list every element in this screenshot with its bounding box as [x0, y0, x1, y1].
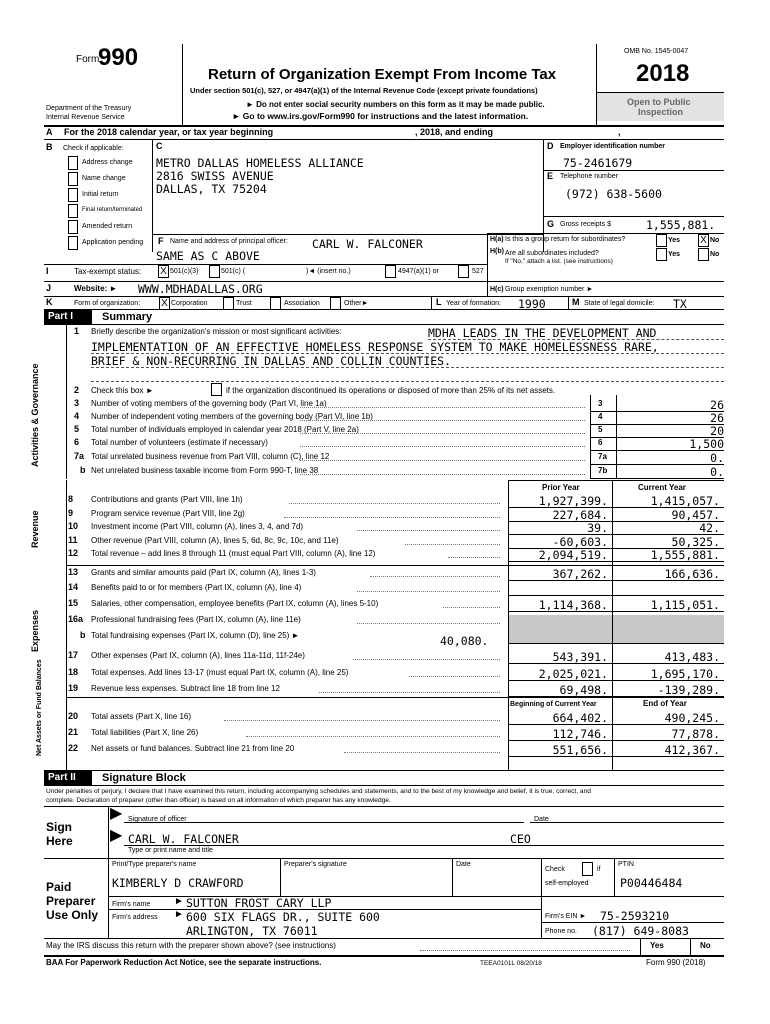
- prior-year-value: 1,114,368.: [538, 598, 608, 612]
- officer-signature-name: CARL W. FALCONER: [128, 832, 239, 846]
- current-year-value: 42.: [699, 521, 720, 536]
- officer-signature-title: CEO: [510, 832, 531, 846]
- open-shade: [597, 93, 724, 121]
- ha-no-checkbox[interactable]: X: [698, 234, 709, 247]
- gross-receipts-value: 1,555,881.: [646, 218, 716, 232]
- fin-rule: [508, 756, 724, 757]
- firm-name-arrow: ►: [174, 896, 184, 907]
- org-street: 2816 SWISS AVENUE: [156, 169, 274, 183]
- gov-line-value: 26: [710, 411, 724, 425]
- prior-year-value: 2,094,519.: [538, 548, 608, 563]
- line-j-letter: J: [46, 283, 52, 293]
- gov-line-value: 26: [710, 398, 724, 412]
- gov-line-box: 4: [598, 412, 603, 421]
- gov-dots: [300, 446, 585, 447]
- fin-rule: [508, 580, 724, 581]
- current-year-value: 166,636.: [664, 567, 720, 581]
- gov-line-value: 0.: [710, 451, 724, 465]
- fin-rule: [508, 611, 724, 612]
- gov-dots: [300, 433, 585, 434]
- perjury-text-2: complete. Declaration of preparer (other than officer) is based on all information of which preparer has any knowledge.: [46, 797, 391, 804]
- prior-year-value: 112,746.: [552, 727, 608, 741]
- fin-line-num: 10: [68, 521, 79, 532]
- gov-line-box: 5: [598, 425, 603, 434]
- fundraising-fees-shade: [508, 615, 724, 627]
- gov-line-text: Total number of volunteers (estimate if necessary): [91, 438, 268, 447]
- if-label: if: [597, 866, 601, 873]
- state-domicile-value: TX: [673, 297, 687, 311]
- self-employed-label: self-employed: [545, 880, 589, 887]
- fin-dots: [319, 692, 500, 693]
- line-l-letter: L: [436, 297, 442, 307]
- fin-line-text: Program service revenue (Part VIII, line 2g): [91, 508, 245, 518]
- here-label: Here: [46, 834, 73, 848]
- ha-label: H(a): [490, 236, 504, 243]
- dept-treasury: Department of the Treasury: [46, 105, 132, 112]
- hb-no-checkbox[interactable]: [698, 248, 709, 261]
- phone-value: (817) 649-8083: [592, 924, 689, 938]
- state-domicile-label: State of legal domicile:: [584, 300, 655, 307]
- fin-line-text: Total fundraising expenses (Part IX, column (D), line 25) ►: [91, 631, 300, 640]
- fin-line-text: Other revenue (Part VIII, column (A), lines 5, 6d, 8c, 9c, 10c, and 11e): [91, 535, 339, 545]
- signature-date-label: Date: [534, 816, 549, 823]
- ein-label: Employer identification number: [560, 143, 666, 150]
- prior-year-value: 551,656.: [552, 743, 608, 757]
- prior-year-value: 2,025,021.: [538, 667, 608, 681]
- section-f-letter: F: [158, 236, 164, 246]
- fin-line-num: 22: [68, 743, 79, 753]
- gov-line-num: 4: [74, 411, 80, 421]
- form-title: Return of Organization Exempt From Income Tax: [208, 66, 557, 83]
- address-change-label: Address change: [82, 159, 133, 166]
- goto-notice: ► Go to www.irs.gov/Form990 for instructions and the latest information.: [232, 111, 529, 121]
- fin-rule: [508, 663, 724, 664]
- current-year-value: 50,325.: [671, 534, 720, 549]
- hb-label: H(b): [490, 248, 504, 255]
- fin-dots: [443, 607, 500, 608]
- fin-dots: [344, 752, 500, 753]
- line-m-letter: M: [572, 297, 580, 307]
- fin-line-text: Total assets (Part X, line 16): [91, 712, 192, 721]
- line1-num: 1: [74, 326, 80, 336]
- 4947-checkbox[interactable]: [385, 265, 396, 278]
- year-formation-value: 1990: [518, 297, 546, 311]
- name-change-checkbox[interactable]: [68, 172, 78, 186]
- hb-note: If "No," attach a list. (see instructions): [505, 258, 613, 265]
- fin-line-text: Salaries, other compensation, employee benefits (Part IX, column (A), lines 5-10): [91, 599, 379, 608]
- discuss-yes[interactable]: Yes: [650, 941, 664, 950]
- discontinued-checkbox[interactable]: [211, 383, 222, 396]
- principal-officer-address: SAME AS C ABOVE: [156, 249, 260, 263]
- other-label: Other►: [344, 300, 369, 307]
- revenue-side: Revenue: [30, 510, 40, 548]
- section-e-letter: E: [547, 171, 554, 181]
- preparer-date-label: Date: [456, 861, 471, 868]
- gov-line-num: b: [80, 465, 86, 475]
- discuss-no[interactable]: No: [700, 941, 711, 950]
- prior-year-value: 664,402.: [552, 711, 608, 725]
- section-side-line: [66, 480, 67, 770]
- 501c-label: 501(c) (: [221, 268, 246, 275]
- principal-officer-name: CARL W. FALCONER: [312, 237, 423, 251]
- gov-line-box: 3: [598, 399, 603, 408]
- mission-line-1: MDHA LEADS IN THE DEVELOPMENT AND: [428, 326, 657, 340]
- section-c-letter: C: [156, 141, 163, 151]
- fundraising-total-value: 40,080.: [440, 634, 489, 648]
- final-return-checkbox[interactable]: [68, 204, 78, 218]
- trust-label: Trust: [236, 300, 252, 307]
- gov-line-text: Number of independent voting members of the governing body (Part VI, line 1b): [91, 412, 373, 421]
- fin-dots: [405, 544, 500, 545]
- discuss-text: May the IRS discuss this return with the preparer shown above? (see instructions): [46, 941, 336, 950]
- ptin-value: P00446484: [620, 876, 683, 890]
- fin-line-text: Net assets or fund balances. Subtract line 21 from line 20: [91, 744, 295, 753]
- current-year-value: 77,878.: [671, 727, 720, 741]
- prior-year-value: 543,391.: [552, 650, 608, 664]
- perjury-text-1: Under penalties of perjury, I declare that I have examined this return, including accompanying schedules and statements, and to the best of my knowledge and belief, it is true, correct, and: [46, 788, 591, 795]
- section-d-letter: D: [547, 141, 554, 151]
- year-formation-label: Year of formation:: [446, 300, 501, 307]
- fin-line-num: b: [80, 630, 86, 640]
- current-year-value: 1,115,051.: [650, 598, 720, 612]
- section-rule-exp: [66, 565, 724, 566]
- fin-rule: [508, 561, 724, 562]
- fin-dots: [284, 517, 500, 518]
- amended-return-checkbox[interactable]: [68, 220, 78, 234]
- use-only-label: Use Only: [46, 908, 99, 922]
- gov-line-box: 7b: [598, 466, 608, 475]
- gov-line-value: 1,500: [689, 437, 724, 451]
- fin-line-text: Grants and similar amounts paid (Part IX, column (A), lines 1-3): [91, 568, 316, 577]
- website-value[interactable]: WWW.MDHADALLAS.ORG: [138, 282, 263, 296]
- sign-label: Sign: [46, 820, 72, 834]
- line2-text-b: if the organization discontinued its operations or disposed of more than 25% of its net assets.: [226, 386, 556, 395]
- fin-line-num: 15: [68, 598, 79, 608]
- fundraising-shade: [508, 627, 724, 643]
- 4947-label: 4947(a)(1) or: [398, 268, 439, 275]
- ha-yes-checkbox[interactable]: [656, 234, 667, 247]
- fin-line-text: Total liabilities (Part X, line 26): [91, 728, 199, 737]
- firm-address-2: ARLINGTON, TX 76011: [186, 924, 318, 938]
- firm-ein-label: Firm's EIN ►: [545, 913, 587, 920]
- end-of-year-header: End of Year: [643, 699, 687, 708]
- telephone-label: Telephone number: [560, 173, 618, 180]
- form-footer-id: Form 990 (2018): [646, 958, 706, 967]
- gov-col-left: [590, 395, 591, 479]
- association-label: Association: [284, 300, 320, 307]
- col-divider-left: [508, 480, 509, 770]
- hc-text: Group exemption number ►: [505, 286, 594, 293]
- fin-dots: [246, 736, 501, 737]
- application-pending-checkbox[interactable]: [68, 236, 78, 250]
- paid-label: Paid: [46, 880, 72, 894]
- fin-line-num: 20: [68, 711, 79, 721]
- expenses-side: Expenses: [30, 609, 40, 652]
- prior-year-header: Prior Year: [542, 483, 580, 492]
- sign-arrow-1: ▶: [110, 805, 123, 822]
- gov-dots: [300, 407, 585, 408]
- fin-line-text: Contributions and grants (Part VIII, line 1h): [91, 495, 243, 504]
- fin-line-num: 17: [68, 650, 79, 660]
- gov-line-value: 20: [710, 424, 724, 438]
- ha-no-label: No: [710, 237, 720, 244]
- prior-year-value: 367,262.: [552, 567, 608, 581]
- fin-line-text: Revenue less expenses. Subtract line 18 from line 12: [91, 684, 280, 693]
- part2-title: Signature Block: [102, 772, 186, 784]
- hb-yes-checkbox[interactable]: [656, 248, 667, 261]
- gov-line-text: Number of voting members of the governing body (Part VI, line 1a): [91, 399, 327, 408]
- fin-line-num: 19: [68, 683, 79, 693]
- fin-line-num: 14: [68, 582, 79, 592]
- gov-line-num: 7a: [74, 451, 85, 461]
- line2-text-a: Check this box ►: [91, 386, 154, 395]
- current-year-value: 90,457.: [671, 507, 720, 522]
- omb-number: OMB No. 1545-0047: [624, 48, 689, 55]
- phone-label: Phone no.: [545, 928, 577, 935]
- preparer-label: Preparer: [46, 894, 96, 908]
- check-applicable-label: Check if applicable:: [63, 145, 124, 152]
- fin-line-num: 12: [68, 548, 79, 559]
- firm-address-arrow: ►: [174, 909, 184, 920]
- current-year-value: 1,695,170.: [650, 667, 720, 681]
- 501c-checkbox[interactable]: [209, 265, 220, 278]
- initial-return-label: Initial return: [82, 191, 119, 198]
- line2-num: 2: [74, 385, 80, 395]
- gov-line-text: Total number of individuals employed in calendar year 2018 (Part V, line 2a): [91, 425, 359, 434]
- preparer-name: KIMBERLY D CRAWFORD: [112, 876, 244, 890]
- line-a-mid: , 2018, and ending: [415, 127, 494, 137]
- form-label: Form: [76, 54, 100, 65]
- prior-year-value: 39.: [587, 521, 608, 536]
- fin-dots: [224, 720, 500, 721]
- gov-line-box: 6: [598, 438, 603, 447]
- line-a-letter: A: [46, 127, 53, 137]
- fin-dots: [289, 503, 501, 504]
- fin-line-text: Investment income (Part VIII, column (A), lines 3, 4, and 7d): [91, 522, 304, 532]
- application-pending-label: Application pending: [82, 239, 144, 246]
- ssn-notice: ► Do not enter social security numbers on this form as it may be made public.: [246, 100, 545, 109]
- current-year-value: 490,245.: [664, 711, 720, 725]
- current-year-value: 412,367.: [664, 743, 720, 757]
- gov-line-num: 6: [74, 437, 80, 447]
- line-a-label: For the 2018 calendar year, or tax year beginning: [64, 127, 274, 137]
- hb-text: Are all subordinates included?: [505, 250, 599, 257]
- corporation-label: Corporation: [171, 300, 208, 307]
- ha-text: Is this a group return for subordinates?: [505, 236, 626, 243]
- gov-line-num: 5: [74, 424, 80, 434]
- prior-year-value: -60,603.: [552, 534, 608, 549]
- section-rule-net: [66, 697, 724, 698]
- part1-label: Part I: [44, 310, 92, 324]
- gov-dots: [300, 474, 585, 475]
- current-year-value: -139,289.: [657, 683, 720, 697]
- firm-address-label: Firm's address: [112, 914, 158, 921]
- line-k-letter: K: [46, 297, 53, 307]
- form-number: 990: [98, 44, 139, 71]
- current-year-value: 1,555,881.: [650, 548, 720, 563]
- fin-line-text: Benefits paid to or for members (Part IX, column (A), line 4): [91, 583, 302, 592]
- firm-address-1: 600 SIX FLAGS DR., SUITE 600: [186, 910, 380, 924]
- line-a-end: ,: [618, 127, 621, 137]
- line1-text: Briefly describe the organization's mission or most significant activities:: [91, 327, 342, 336]
- prior-year-value: 69,498.: [559, 683, 608, 697]
- self-employed-checkbox[interactable]: [582, 862, 593, 876]
- fin-line-num: 8: [68, 494, 74, 504]
- 501c3-checkbox[interactable]: X: [158, 265, 169, 278]
- 501c3-label: 501(c)(3): [170, 268, 199, 275]
- hb-yes-label: Yes: [668, 251, 681, 258]
- fin-dots: [409, 676, 500, 677]
- current-year-value: 413,483.: [664, 650, 720, 664]
- fin-dots: [357, 530, 500, 531]
- insert-no-label: )◄ (insert no.): [306, 268, 351, 275]
- name-change-label: Name change: [82, 175, 126, 182]
- fin-dots: [357, 623, 500, 624]
- preparer-name-label: Print/Type preparer's name: [112, 861, 197, 868]
- part1-title: Summary: [102, 311, 153, 323]
- fin-line-text: Total revenue – add lines 8 through 11 (must equal Part VIII, column (A), line 12): [91, 549, 376, 559]
- line-i-letter: I: [46, 266, 49, 276]
- fin-line-text: Professional fundraising fees (Part IX, column (A), line 11e): [91, 615, 301, 624]
- fin-line-num: 9: [68, 507, 74, 518]
- fin-line-text: Total expenses. Add lines 13-17 (must equal Part IX, column (A), line 25): [91, 668, 349, 677]
- current-year-value: 1,415,057.: [650, 494, 720, 508]
- beginning-year-header: Beginning of Current Year: [510, 701, 597, 708]
- type-print-label: Type or print name and title: [128, 847, 213, 854]
- current-year-header: Current Year: [638, 483, 686, 492]
- website-label: Website: ►: [74, 284, 118, 293]
- fin-line-text: Other expenses (Part IX, column (A), lines 11a-11d, 11f-24e): [91, 651, 305, 660]
- fin-dots: [353, 659, 500, 660]
- principal-officer-label: Name and address of principal officer:: [170, 238, 288, 245]
- section-g-letter: G: [547, 219, 555, 229]
- firm-name: SUTTON FROST CARY LLP: [186, 896, 332, 910]
- fin-line-num: 16a: [68, 614, 84, 624]
- sign-arrow-2: ▶: [110, 827, 123, 844]
- gov-dots: [300, 460, 585, 461]
- dept-irs: Internal Revenue Service: [46, 114, 125, 121]
- gov-dots: [300, 420, 585, 421]
- prior-year-value: 1,927,399.: [538, 494, 608, 508]
- form-code: TEEA0101L 08/20/18: [480, 960, 542, 967]
- firm-name-label: Firm's name: [112, 901, 151, 908]
- col-divider-mid: [612, 480, 613, 770]
- net-assets-side: Net Assets or Fund Balances: [36, 659, 43, 756]
- preparer-signature-label: Preparer's signature: [284, 861, 347, 868]
- part2-label: Part II: [44, 771, 92, 785]
- prior-year-value: 227,684.: [552, 507, 608, 522]
- org-city: DALLAS, TX 75204: [156, 182, 267, 196]
- mission-line-2: IMPLEMENTATION OF AN EFFECTIVE HOMELESS RESPONSE SYSTEM TO MAKE HOMELESSNESS RARE,: [91, 340, 659, 354]
- section-b-letter: B: [46, 142, 53, 152]
- tax-exempt-label: Tax-exempt status:: [74, 267, 142, 276]
- gov-rule: [590, 478, 724, 479]
- hb-no-label: No: [710, 251, 720, 258]
- gov-line-text: Net unrelated business taxable income from Form 990-T, line 38: [91, 466, 319, 475]
- gov-line-value: 0.: [710, 465, 724, 479]
- tax-year: 2018: [636, 60, 690, 87]
- fin-line-num: 13: [68, 567, 79, 577]
- mission-line-3: BRIEF & NON-RECURRING IN DALLAS AND COLLIN COUNTIES.: [91, 354, 452, 368]
- fin-dots: [370, 576, 500, 577]
- 527-checkbox[interactable]: [458, 265, 469, 278]
- fin-line-num: 11: [68, 534, 78, 545]
- check-label: Check: [545, 866, 565, 873]
- baa-notice: BAA For Paperwork Reduction Act Notice, see the separate instructions.: [46, 958, 322, 967]
- telephone-value: (972) 638-5600: [565, 187, 662, 201]
- form-subtitle: Under section 501(c), 527, or 4947(a)(1) of the Internal Revenue Code (except private foundations): [190, 86, 538, 95]
- corporation-checkbox[interactable]: X: [159, 297, 170, 310]
- initial-return-checkbox[interactable]: [68, 188, 78, 202]
- 527-label: 527: [472, 268, 484, 275]
- amended-return-label: Amended return: [82, 223, 133, 230]
- fin-rule: [508, 724, 724, 725]
- firm-ein-value: 75-2593210: [600, 909, 670, 923]
- fin-rule: [508, 643, 724, 644]
- fin-rule: [508, 740, 724, 741]
- final-return-label: Final return/terminated: [82, 207, 143, 213]
- address-change-checkbox[interactable]: [68, 156, 78, 170]
- gov-line-box: 7a: [598, 452, 607, 461]
- gov-line-num: 3: [74, 398, 80, 408]
- org-name: METRO DALLAS HOMELESS ALLIANCE: [156, 156, 364, 170]
- ha-yes-label: Yes: [668, 237, 681, 244]
- fin-line-num: 18: [68, 667, 79, 677]
- fin-dots: [357, 591, 500, 592]
- signature-officer-label: Signature of officer: [128, 816, 187, 823]
- fin-rule: [508, 680, 724, 681]
- gov-line-text: Total unrelated business revenue from Part VIII, column (C), line 12: [91, 452, 330, 461]
- form-of-org-label: Form of organization:: [74, 300, 141, 307]
- ein-value: 75-2461679: [563, 156, 633, 170]
- fin-dots: [448, 557, 500, 558]
- activities-governance-side: Activities & Governance: [30, 363, 40, 467]
- gov-col-right: [616, 395, 617, 479]
- hc-label: H(c): [490, 286, 504, 293]
- ptin-label: PTIN: [618, 861, 634, 868]
- fin-line-num: 21: [68, 727, 79, 737]
- gross-receipts-label: Gross receipts $: [560, 221, 611, 228]
- fin-rule: [508, 595, 724, 596]
